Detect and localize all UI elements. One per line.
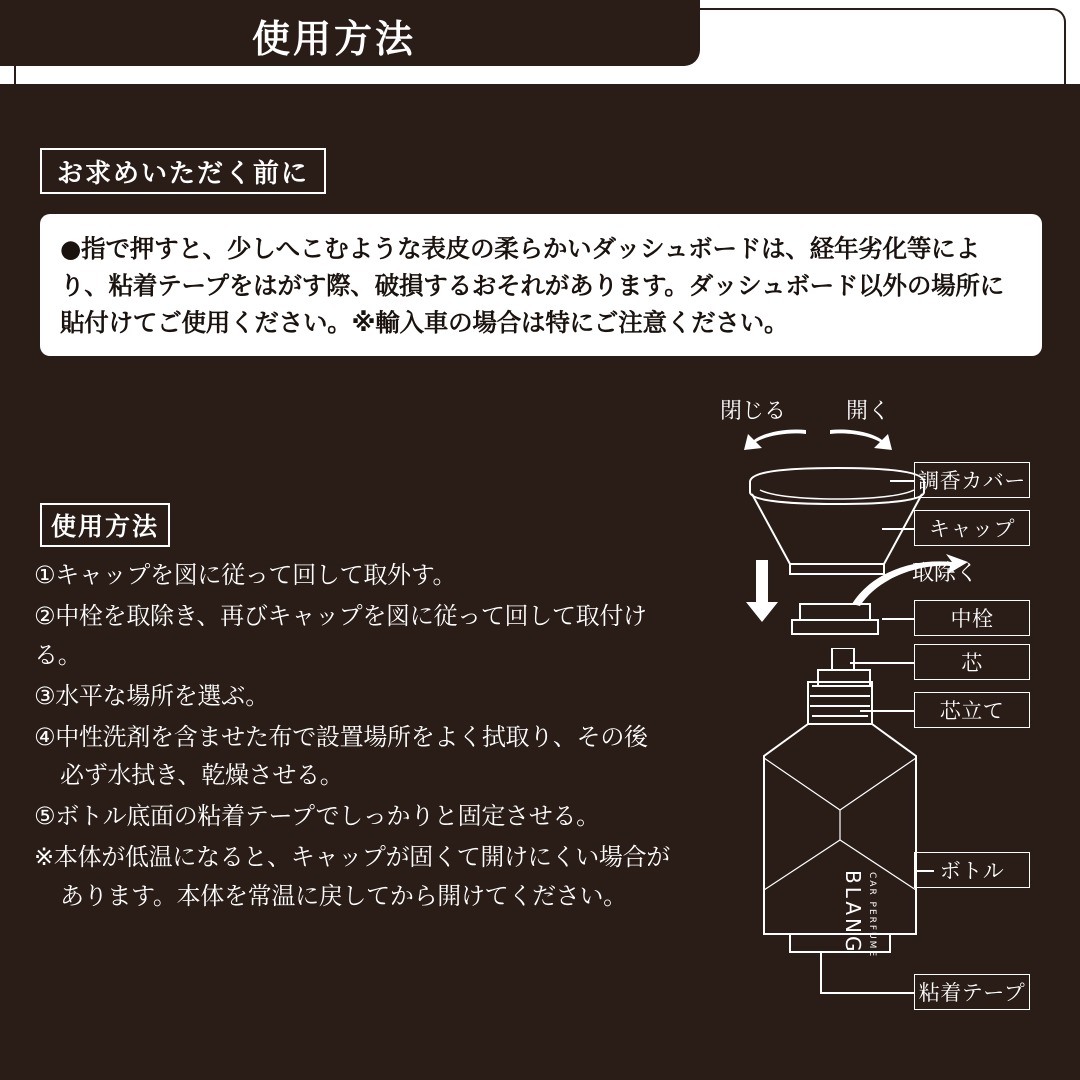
- leader-line: [820, 992, 914, 994]
- inner-plug-illustration: [790, 600, 882, 642]
- usage-step-list: [34, 556, 694, 918]
- list-item: [34, 838, 694, 916]
- leader-line: [890, 480, 914, 482]
- leader-line: [850, 662, 914, 664]
- step-number: ※: [34, 843, 54, 872]
- bottle-illustration: [728, 680, 948, 980]
- rotation-arrows-icon: [728, 424, 908, 460]
- step-number: ①: [34, 561, 56, 589]
- step-number: ④: [34, 722, 56, 751]
- step-number: ②: [34, 601, 56, 630]
- label-wick-holder: 芯立て: [914, 692, 1030, 728]
- label-wick: 芯: [914, 644, 1030, 680]
- header-tab: [0, 0, 700, 66]
- list-item: [34, 597, 694, 675]
- leader-line: [882, 618, 914, 620]
- rotate-open-label: 開く: [846, 399, 891, 424]
- label-inner-plug: 中栓: [914, 600, 1030, 636]
- down-arrow-icon: [744, 560, 780, 624]
- leader-line-vertical: [820, 952, 822, 994]
- step-number: ⑤: [34, 802, 56, 831]
- step-text: 中性洗剤を含ませた布で設置場所をよく拭取り、その後: [55, 722, 648, 751]
- section-heading-usage: 使用方法: [40, 503, 170, 547]
- remove-note-label: 取除く: [912, 561, 979, 586]
- list-item: [34, 556, 694, 595]
- product-diagram: [700, 380, 1080, 1040]
- list-item: [34, 718, 694, 796]
- step-text-continued: あります。本体を常温に戻してから開けてください。: [60, 882, 627, 910]
- svg-text:BLANG: BLANG: [841, 870, 865, 955]
- label-fragrance-cover: 調香カバー: [914, 462, 1030, 498]
- top-strip: [0, 0, 1080, 84]
- list-item: [34, 677, 694, 716]
- rotate-close-label: 閉じる: [720, 399, 787, 424]
- section-heading-before-purchase: お求めいただく前に: [40, 148, 326, 194]
- label-cap: キャップ: [914, 510, 1030, 546]
- label-bottle: ボトル: [914, 852, 1030, 888]
- step-text: 水平な場所を選ぶ。: [55, 681, 269, 710]
- step-text-continued: 必ず水拭き、乾燥させる。: [60, 761, 344, 790]
- step-text: キャップを図に従って回して取外す。: [55, 561, 457, 589]
- step-text: 本体が低温になると、キャップが固くて開けにくい場合が: [53, 843, 671, 872]
- step-number: ③: [34, 681, 56, 710]
- leader-line: [882, 528, 914, 530]
- notice-panel: ●指で押すと、少しへこむような表皮の柔らかいダッシュボードは、経年劣化等により、粘着テープをはがす際、破損するおそれがあります。ダッシュボード以外の場所に貼付けてご使用ください。※輸入車の場合は特にご注意ください。: [40, 214, 1042, 356]
- list-item: [34, 797, 694, 836]
- page-title: 使用方法: [252, 17, 417, 61]
- step-text: 中栓を取除き、再びキャップを図に従って回して取付ける。: [34, 601, 647, 669]
- step-text: ボトル底面の粘着テープでしっかりと固定させる。: [55, 802, 600, 831]
- label-adhesive-tape: 粘着テープ: [914, 974, 1030, 1010]
- svg-text:CAR PERFUME: CAR PERFUME: [867, 872, 877, 959]
